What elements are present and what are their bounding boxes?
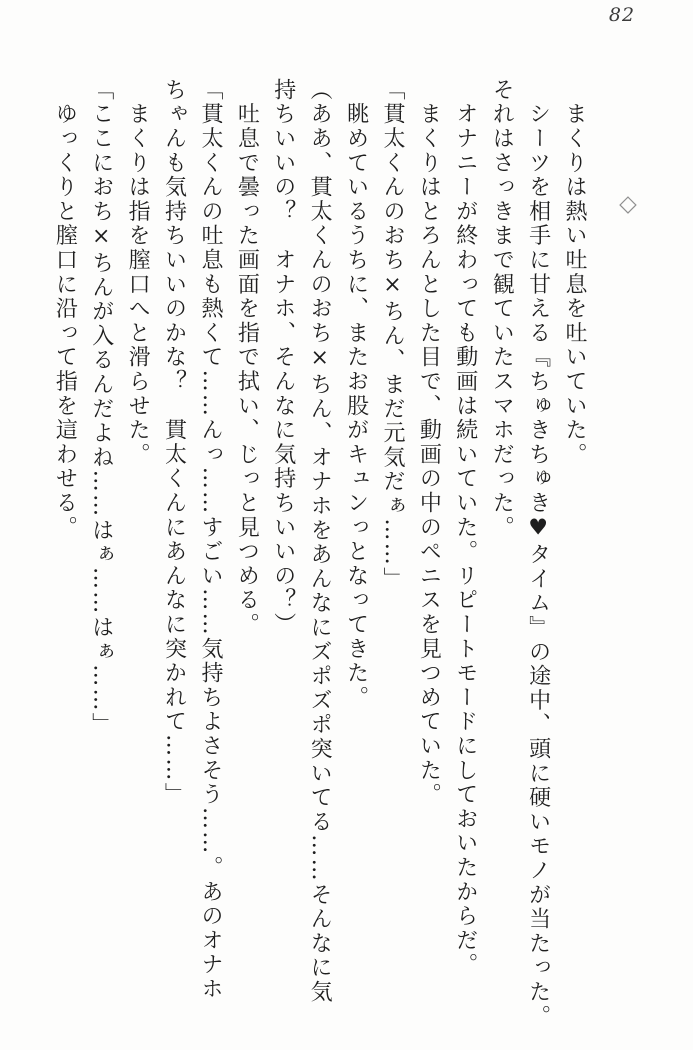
text-column: ゆっくりと膣口に沿って指を這わせる。 [52,78,78,540]
text-column: まくりはとろんとした目で、動画の中のペニスを見つめていた。 [416,78,442,807]
text-column: シーツを相手に甘える『ちゅきちゅき♥タイム』の途中、頭に硬いモノが当たった。 [525,78,551,1029]
page-number: 82 [608,4,636,26]
text-column: 「貫太くんの吐息も熱くて……んっ……すごい……気持ちよさそう……。あのオナホ [197,78,223,1002]
text-column: まくりは熱い吐息を吐いていた。 [562,78,587,467]
text-column: 「ここにおち×ちんが入るんだよね……はぁ……はぁ……」 [88,78,114,738]
text-column: オナニーが終わっても動画は続いていた。リピートモードにしておいたからだ。 [452,78,478,978]
text-column: 「貫太くんのおち×ちん、まだ元気だぁ……」 [379,78,405,592]
text-column: 眺めているうちに、またお股がキュンっとなってきた。 [343,78,369,710]
text-column: （ああ、貫太くんのおち×ちん、オナホをあんなにズポズポ突いてる……そんなに気 [307,78,333,1005]
text-column: それはさっきまで観ていたスマホだった。 [489,78,515,540]
text-column: まくりは指を膣口へと滑らせた。 [125,78,151,467]
text-column: ちゃんも気持ちいいのかな？ 貫太くんにあんなに突かれて……」 [161,78,187,807]
scene-break-marker: ◇ [615,191,641,217]
text-column: 持ちいいの？ オナホ、そんなに気持ちいいの？） [270,78,296,637]
text-area [46,78,646,1034]
text-column: 吐息で曇った画面を指で拭い、じっと見つめる。 [234,78,260,637]
